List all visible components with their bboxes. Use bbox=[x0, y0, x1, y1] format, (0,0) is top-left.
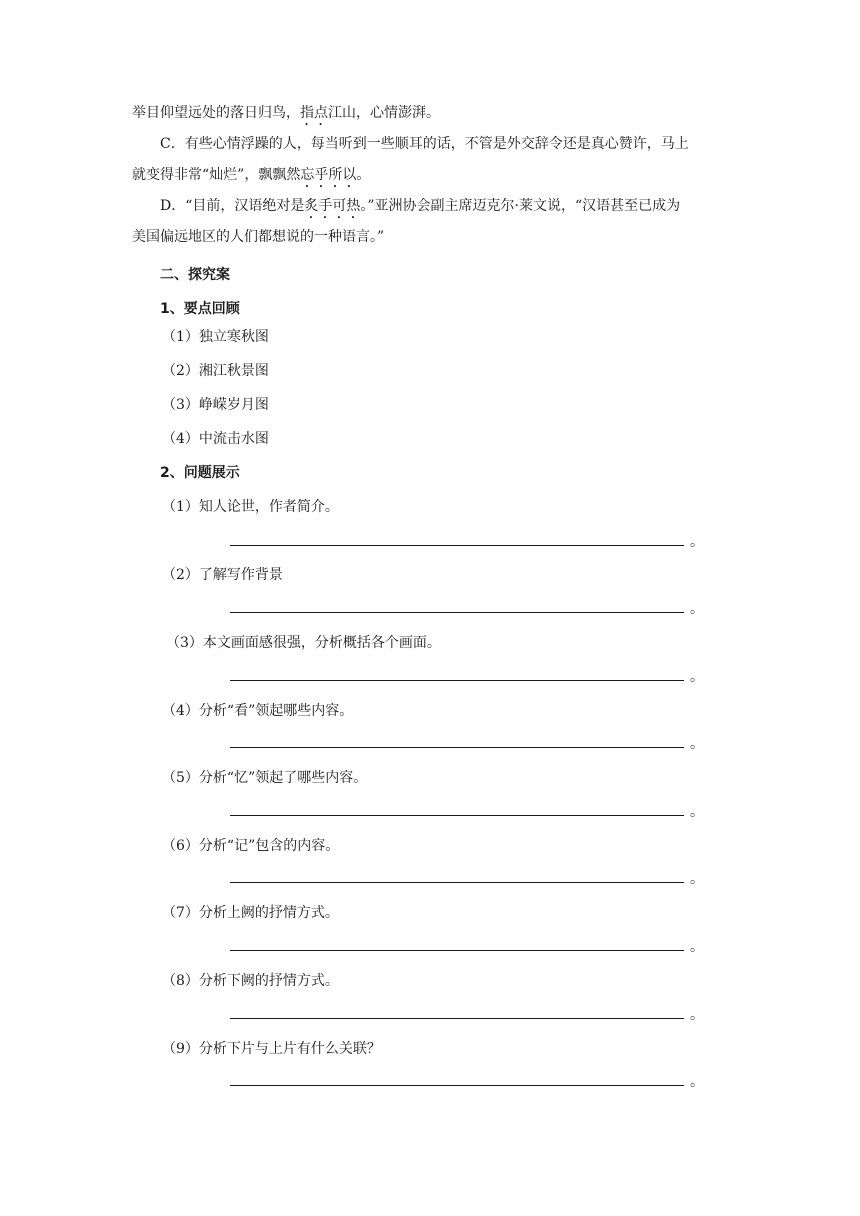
option-c-line-2-pre: 就变得非常“灿烂”，飘飘然 bbox=[132, 167, 301, 183]
answer-end-3: 。 bbox=[690, 669, 704, 685]
answer-line-9[interactable] bbox=[230, 1085, 684, 1086]
question-2: （2）了解写作背景 bbox=[162, 567, 283, 583]
option-d-line-2: 美国偏远地区的人们都想说的一种语言。” bbox=[132, 229, 385, 245]
review-item-2: （2）湘江秋景图 bbox=[162, 363, 269, 379]
answer-end-4: 。 bbox=[690, 736, 704, 752]
dotted-term-zhishoukere: 炙手可热 bbox=[304, 198, 361, 214]
answer-end-6: 。 bbox=[690, 871, 704, 887]
section-title: 二、探究案 bbox=[160, 267, 230, 283]
review-item-4: （4）中流击水图 bbox=[162, 431, 269, 447]
option-d-line-1 bbox=[160, 196, 680, 222]
question-5: （5）分析“忆”领起了哪些内容。 bbox=[162, 770, 368, 786]
answer-end-7: 。 bbox=[690, 939, 704, 955]
question-1: （1）知人论世，作者简介。 bbox=[162, 499, 339, 515]
question-7: （7）分析上阙的抒情方式。 bbox=[162, 905, 339, 921]
option-d-line-1-post: 。”亚洲协会副主席迈克尔·莱文说，“汉语甚至已成为 bbox=[360, 198, 681, 214]
answer-end-2: 。 bbox=[690, 601, 704, 617]
answer-end-9: 。 bbox=[690, 1074, 704, 1090]
answer-end-8: 。 bbox=[690, 1007, 704, 1023]
dotted-term-zhidian: 指点 bbox=[300, 105, 328, 121]
questions-title: 2、问题展示 bbox=[160, 465, 240, 481]
intro-line-1-post: 江山，心情澎湃。 bbox=[328, 105, 440, 121]
answer-line-1[interactable] bbox=[230, 545, 684, 546]
answer-line-2[interactable] bbox=[230, 612, 684, 613]
answer-line-7[interactable] bbox=[230, 950, 684, 951]
answer-line-4[interactable] bbox=[230, 747, 684, 748]
answer-line-3[interactable] bbox=[230, 680, 684, 681]
answer-end-1: 。 bbox=[690, 534, 704, 550]
question-6: （6）分析“记”包含的内容。 bbox=[162, 838, 340, 854]
intro-line-1-pre: 举目仰望远处的落日归鸟， bbox=[132, 105, 300, 121]
question-4: （4）分析“看”领起哪些内容。 bbox=[162, 703, 354, 719]
review-item-3: （3）峥嵘岁月图 bbox=[162, 397, 269, 413]
answer-line-8[interactable] bbox=[230, 1018, 684, 1019]
option-c-line-2-post: 。 bbox=[356, 167, 371, 183]
question-9: （9）分析下片与上片有什么关联？ bbox=[162, 1041, 381, 1057]
option-c-line-2 bbox=[132, 165, 370, 191]
option-d-line-1-pre: D．“目前，汉语绝对是 bbox=[160, 198, 305, 214]
option-c-line-1: C．有些心情浮躁的人，每当听到一些顺耳的话，不管是外交辞令还是真心赞许，马上 bbox=[160, 136, 689, 152]
question-3: （3）本文画面感很强，分析概括各个画面。 bbox=[166, 635, 441, 651]
review-title: 1、要点回顾 bbox=[160, 301, 240, 317]
question-8: （8）分析下阙的抒情方式。 bbox=[162, 973, 339, 989]
answer-line-6[interactable] bbox=[230, 882, 684, 883]
dotted-term-wanghusuoyi: 忘乎所以 bbox=[300, 167, 357, 183]
review-item-1: （1）独立寒秋图 bbox=[162, 329, 269, 345]
answer-line-5[interactable] bbox=[230, 815, 684, 816]
intro-line-1 bbox=[132, 103, 440, 129]
answer-end-5: 。 bbox=[690, 804, 704, 820]
